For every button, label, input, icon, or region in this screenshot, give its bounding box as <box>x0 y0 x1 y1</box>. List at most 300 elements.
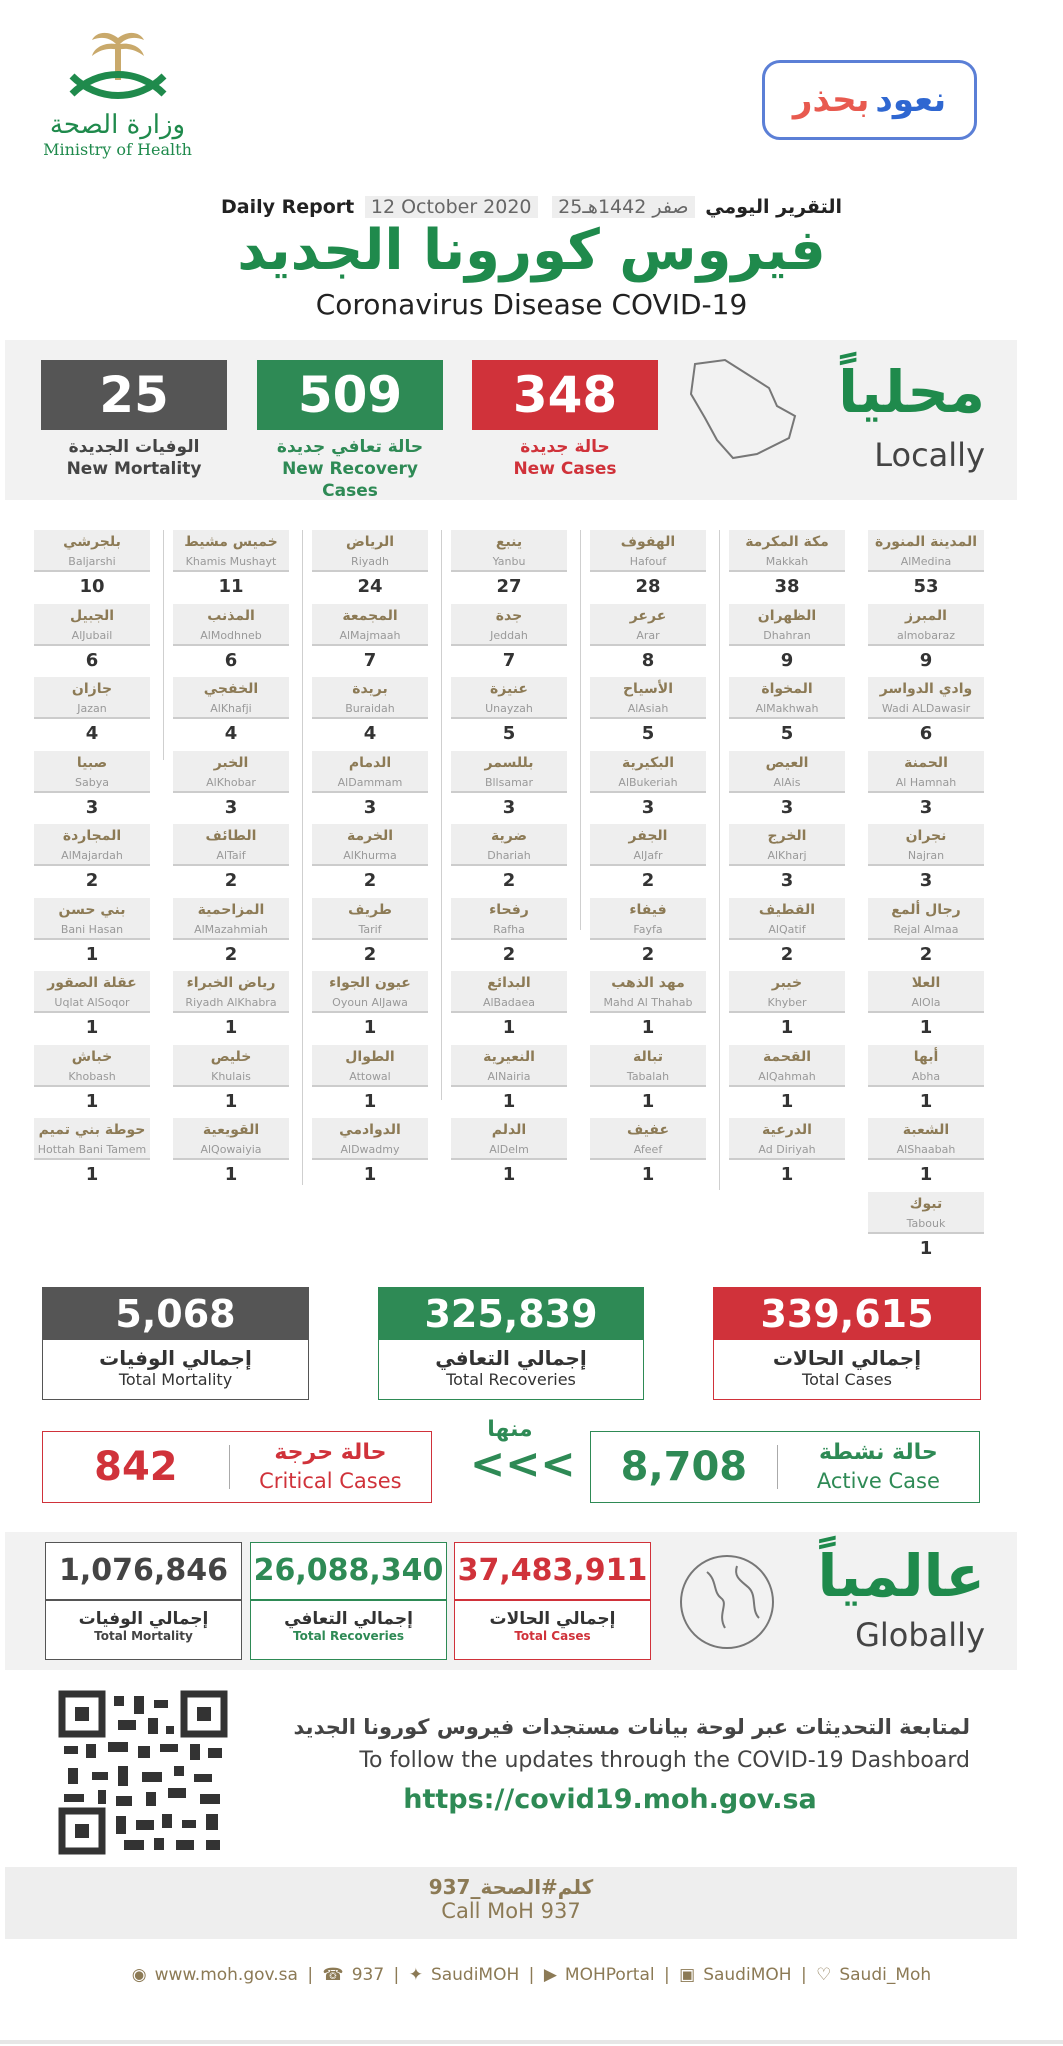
city-cell <box>312 971 428 1043</box>
column-divider <box>719 530 720 1190</box>
critical-cases-label-en: Critical Cases <box>259 1469 402 1493</box>
city-case-count: 24 <box>357 576 383 597</box>
city-cell <box>868 1192 984 1264</box>
city-name-ar: المزاحمية <box>173 898 289 922</box>
city-case-count: 27 <box>496 576 522 597</box>
city-name-ar: مكة المكرمة <box>729 530 845 554</box>
city-cell <box>312 751 428 823</box>
global-cases-value: 37,483,911 <box>457 1553 648 1588</box>
locally-title-en: Locally <box>874 436 985 474</box>
city-cell <box>173 1118 289 1190</box>
city-name-ar: الأسياح <box>590 677 706 701</box>
column-divider <box>580 530 581 930</box>
city-name-ar: حوطة بني تميم <box>34 1118 150 1142</box>
city-name-ar: المذنب <box>173 604 289 628</box>
city-case-count: 7 <box>363 649 377 671</box>
city-case-count: 1 <box>85 1164 99 1185</box>
active-case-value: 8,708 <box>620 1444 748 1490</box>
city-case-count: 4 <box>85 723 99 744</box>
city-case-count: 3 <box>85 796 99 818</box>
city-name-ar: بلجرشي <box>34 530 150 554</box>
total-mortality-label-en: Total Mortality <box>118 1370 233 1389</box>
city-case-count: 6 <box>919 723 933 744</box>
global-mortality-label-ar: إجمالي الوفيات <box>78 1609 209 1629</box>
city-cell <box>868 751 984 823</box>
globally-title-ar: عالمياً <box>817 1542 985 1610</box>
city-name-ar: عيون الجواء <box>312 971 428 995</box>
city-cell <box>34 824 150 896</box>
ministry-name-ar: وزارة الصحة <box>49 110 186 140</box>
critical-cases-label-ar: حالة حرجة <box>274 1440 387 1465</box>
total-cases-value: 339,615 <box>714 1288 980 1340</box>
city-case-count: 1 <box>85 1017 99 1038</box>
city-name-en: Abha <box>868 1069 984 1087</box>
city-name-en: AlQowaiyia <box>173 1142 289 1160</box>
city-case-count: 6 <box>224 649 238 671</box>
follow-text-ar: لمتابعة التحديثات عبر لوحة بيانات مستجدات فيروس كورونا الجديد <box>293 1715 970 1739</box>
new-recovery-label-en: New Recovery Cases <box>282 459 418 501</box>
city-name-en: Tarif <box>312 922 428 940</box>
active-case-card <box>590 1431 980 1503</box>
city-name-en: Uqlat AlSoqor <box>34 995 150 1013</box>
city-cell <box>312 530 428 602</box>
active-case-label-ar: حالة نشطة <box>818 1440 938 1465</box>
city-name-ar: الجفر <box>590 824 706 848</box>
active-case-label <box>778 1439 979 1495</box>
city-name-en: AlShaabah <box>868 1142 984 1160</box>
city-name-en: AlDelm <box>451 1142 567 1160</box>
city-name-en: AlKhobar <box>173 775 289 793</box>
instagram-icon: ▣ <box>679 1965 696 1985</box>
city-name-ar: خميس مشيط <box>173 530 289 554</box>
city-name-ar: العيص <box>729 751 845 775</box>
city-name-ar: الرياض <box>312 530 428 554</box>
phone-link[interactable]: 937 <box>351 1965 385 1985</box>
city-case-count: 1 <box>919 1090 933 1112</box>
city-case-count: 4 <box>363 723 377 744</box>
city-cell <box>173 604 289 676</box>
ministry-name-en: Ministry of Health <box>43 140 192 159</box>
city-case-count: 2 <box>85 870 99 891</box>
total-cases-label-ar: إجمالي الحالات <box>772 1346 922 1370</box>
city-name-en: AlMajardah <box>34 848 150 866</box>
city-name-en: AlAsiah <box>590 701 706 719</box>
critical-cases-value: 842 <box>94 1444 178 1490</box>
city-cell <box>729 898 845 970</box>
city-cell <box>868 971 984 1043</box>
city-cell <box>312 604 428 676</box>
city-case-count: 1 <box>780 1090 794 1112</box>
city-name-ar: المجاردة <box>34 824 150 848</box>
divider <box>251 1599 446 1601</box>
city-name-en: AlKhafji <box>173 701 289 719</box>
city-name-en: Oyoun AlJawa <box>312 995 428 1013</box>
city-cell <box>868 530 984 602</box>
city-cell <box>729 677 845 749</box>
city-name-ar: الطوال <box>312 1045 428 1069</box>
city-name-ar: بريدة <box>312 677 428 701</box>
city-name-en: Rafha <box>451 922 567 940</box>
city-cell <box>590 898 706 970</box>
city-name-ar: الشعبة <box>868 1118 984 1142</box>
city-cell <box>590 1045 706 1117</box>
city-name-ar: بللسمر <box>451 751 567 775</box>
city-name-ar: الدوادمي <box>312 1118 428 1142</box>
city-case-count: 1 <box>780 1017 794 1038</box>
global-recoveries-label-en: Total Recoveries <box>293 1629 404 1643</box>
of-which-connector <box>470 1417 576 1488</box>
city-name-en: Buraidah <box>312 701 428 719</box>
city-cell <box>173 824 289 896</box>
city-cell <box>590 677 706 749</box>
city-name-ar: القويعية <box>173 1118 289 1142</box>
city-name-en: Fayfa <box>590 922 706 940</box>
city-case-count: 2 <box>919 943 933 965</box>
youtube-link[interactable]: MOHPortal <box>564 1965 655 1985</box>
city-name-en: AlKharj <box>729 848 845 866</box>
city-name-en: Jeddah <box>451 628 567 646</box>
total-mortality-value: 5,068 <box>43 1288 308 1340</box>
city-cell <box>868 1118 984 1190</box>
follow-text-en: To follow the updates through the COVID-19 Dashboard <box>359 1748 970 1773</box>
city-name-ar: البدائع <box>451 971 567 995</box>
twitter-icon: ✦ <box>408 1965 423 1985</box>
city-name-en: AlQatif <box>729 922 845 940</box>
instagram-link[interactable]: SaudiMOH <box>703 1965 792 1985</box>
city-case-count: 1 <box>85 943 99 965</box>
city-case-count: 1 <box>919 1237 933 1259</box>
city-cell <box>173 898 289 970</box>
new-recovery-label-ar: حالة تعافي جديدة <box>276 437 424 457</box>
city-cell <box>729 824 845 896</box>
new-mortality-value: 25 <box>41 360 227 430</box>
city-cell <box>451 898 567 970</box>
city-case-count: 9 <box>919 649 933 671</box>
city-name-ar: الخرج <box>729 824 845 848</box>
column-divider <box>302 530 303 1185</box>
website-link[interactable]: www.moh.gov.sa <box>154 1965 298 1985</box>
city-cell <box>34 530 150 602</box>
city-cell <box>729 751 845 823</box>
city-cell <box>868 677 984 749</box>
slogan-word-2: بحذر <box>792 80 870 120</box>
city-case-count: 3 <box>363 796 377 818</box>
city-case-count: 2 <box>641 870 655 891</box>
new-recovery-value: 509 <box>257 360 443 430</box>
city-name-ar: المجمعة <box>312 604 428 628</box>
city-case-count: 1 <box>224 1017 238 1038</box>
new-cases-label-en: New Cases <box>513 459 617 479</box>
city-case-count: 9 <box>780 649 794 671</box>
city-name-ar: المخواة <box>729 677 845 701</box>
city-case-count: 1 <box>363 1090 377 1112</box>
city-case-count: 3 <box>919 870 933 891</box>
call-moh-band <box>5 1867 1017 1939</box>
global-cases-label-en: Total Cases <box>514 1629 591 1643</box>
city-name-ar: الخبر <box>173 751 289 775</box>
city-name-ar: الدلم <box>451 1118 567 1142</box>
city-name-ar: تبالة <box>590 1045 706 1069</box>
city-cell <box>451 1118 567 1190</box>
report-date: 12 October 2020 <box>365 196 538 218</box>
qr-code-icon <box>58 1690 228 1855</box>
city-cell <box>34 971 150 1043</box>
city-case-count: 6 <box>85 649 99 671</box>
city-name-en: Bllsamar <box>451 775 567 793</box>
divider <box>455 1599 650 1601</box>
city-name-en: AlMazahmiah <box>173 922 289 940</box>
city-cell <box>451 824 567 896</box>
city-cell <box>312 1045 428 1117</box>
city-name-en: Dhahran <box>729 628 845 646</box>
city-name-ar: عرعر <box>590 604 706 628</box>
column-divider <box>163 530 164 760</box>
city-name-ar: العلا <box>868 971 984 995</box>
city-cell <box>868 604 984 676</box>
snapchat-icon: ♡ <box>816 1965 832 1985</box>
global-mortality-card <box>45 1542 242 1660</box>
city-name-en: Rejal Almaa <box>868 922 984 940</box>
global-mortality-value: 1,076,846 <box>59 1553 228 1588</box>
global-recoveries-label-ar: إجمالي التعافي <box>284 1609 413 1629</box>
city-name-ar: رياض الخبراء <box>173 971 289 995</box>
city-case-count: 1 <box>502 1090 516 1112</box>
total-recoveries-card <box>378 1287 644 1400</box>
dashboard-link[interactable]: https://covid19.moh.gov.sa <box>403 1784 817 1815</box>
city-case-count: 1 <box>780 1164 794 1185</box>
city-case-count: 1 <box>363 1017 377 1038</box>
city-case-count: 4 <box>224 723 238 744</box>
city-name-en: Riyadh <box>312 554 428 572</box>
global-recoveries-value: 26,088,340 <box>253 1553 444 1588</box>
city-case-count: 2 <box>502 943 516 965</box>
city-cell <box>312 824 428 896</box>
city-name-en: Tabalah <box>590 1069 706 1087</box>
city-case-count: 2 <box>641 943 655 965</box>
city-case-count: 10 <box>79 576 105 597</box>
city-name-ar: خيبر <box>729 971 845 995</box>
city-name-en: Yanbu <box>451 554 567 572</box>
new-cases-value: 348 <box>472 360 658 430</box>
city-name-en: AlMakhwah <box>729 701 845 719</box>
city-name-ar: جازان <box>34 677 150 701</box>
city-case-count: 2 <box>224 870 238 891</box>
bottom-divider <box>0 2040 1063 2044</box>
city-cell <box>729 1045 845 1117</box>
city-name-ar: تبوك <box>868 1192 984 1216</box>
city-name-en: Arar <box>590 628 706 646</box>
city-name-ar: ضرية <box>451 824 567 848</box>
city-name-en: AlAis <box>729 775 845 793</box>
city-name-ar: بني حسن <box>34 898 150 922</box>
new-mortality-label-en: New Mortality <box>66 459 202 479</box>
city-case-count: 1 <box>224 1090 238 1112</box>
city-cell <box>173 751 289 823</box>
city-name-en: AlNairia <box>451 1069 567 1087</box>
total-recoveries-value: 325,839 <box>379 1288 643 1340</box>
city-cell <box>173 530 289 602</box>
city-name-ar: صبيا <box>34 751 150 775</box>
city-name-ar: رجال ألمع <box>868 898 984 922</box>
city-name-ar: عفيف <box>590 1118 706 1142</box>
city-cell <box>34 677 150 749</box>
city-case-count: 1 <box>363 1164 377 1185</box>
city-case-count: 2 <box>224 943 238 965</box>
city-case-count: 38 <box>774 576 800 597</box>
city-name-en: almobaraz <box>868 628 984 646</box>
city-name-en: Mahd Al Thahab <box>590 995 706 1013</box>
city-cell <box>729 530 845 602</box>
city-case-count: 1 <box>919 1164 933 1185</box>
city-case-count: 28 <box>635 576 661 597</box>
city-name-en: AlDwadmy <box>312 1142 428 1160</box>
city-name-en: AlDammam <box>312 775 428 793</box>
city-name-ar: الظهران <box>729 604 845 628</box>
city-name-ar: القحمة <box>729 1045 845 1069</box>
city-name-en: AlQahmah <box>729 1069 845 1087</box>
city-name-en: Ad Diriyah <box>729 1142 845 1160</box>
city-case-count: 2 <box>363 870 377 891</box>
city-name-en: AlOla <box>868 995 984 1013</box>
city-cell <box>312 1118 428 1190</box>
city-case-count: 8 <box>641 649 655 671</box>
city-case-count: 3 <box>919 796 933 818</box>
new-mortality-label-ar: الوفيات الجديدة <box>68 437 200 457</box>
city-cell <box>590 824 706 896</box>
city-case-count: 5 <box>780 723 794 744</box>
page-title-ar: فيروس كورونا الجديد <box>237 218 826 283</box>
city-name-ar: الخفجي <box>173 677 289 701</box>
city-name-ar: نجران <box>868 824 984 848</box>
city-cell <box>34 751 150 823</box>
globally-title-en: Globally <box>855 1616 985 1654</box>
total-mortality-card <box>42 1287 309 1400</box>
city-name-ar: ينبع <box>451 530 567 554</box>
city-name-ar: عقلة الصقور <box>34 971 150 995</box>
city-case-count: 1 <box>641 1164 655 1185</box>
city-name-en: AlBukeriah <box>590 775 706 793</box>
city-cell <box>34 1045 150 1117</box>
city-cell <box>312 898 428 970</box>
city-cell <box>590 1118 706 1190</box>
city-cell <box>590 971 706 1043</box>
twitter-link[interactable]: SaudiMOH <box>430 1965 520 1985</box>
city-case-count: 1 <box>641 1090 655 1112</box>
city-cell <box>173 1045 289 1117</box>
snapchat-link[interactable]: Saudi_Moh <box>839 1965 932 1985</box>
city-cell <box>451 530 567 602</box>
total-mortality-label-ar: إجمالي الوفيات <box>99 1346 252 1370</box>
call-label: Call MoH 937 <box>441 1899 581 1923</box>
city-name-ar: الهفوف <box>590 530 706 554</box>
city-case-count: 5 <box>502 723 516 744</box>
city-name-ar: مهد الذهب <box>590 971 706 995</box>
city-name-ar: النعيرية <box>451 1045 567 1069</box>
city-cell <box>729 604 845 676</box>
city-name-en: AlTaif <box>173 848 289 866</box>
city-name-en: Unayzah <box>451 701 567 719</box>
column-divider <box>441 530 442 1100</box>
city-name-ar: طريف <box>312 898 428 922</box>
city-cell <box>590 530 706 602</box>
city-name-en: Bani Hasan <box>34 922 150 940</box>
globe-icon: ◉ <box>131 1965 147 1985</box>
city-case-count: 3 <box>224 796 238 818</box>
arrows-icon: <<< <box>470 1439 576 1488</box>
city-name-en: Makkah <box>729 554 845 572</box>
city-case-count: 3 <box>502 796 516 818</box>
city-cell <box>34 898 150 970</box>
city-name-en: Hottah Bani Tamem <box>34 1142 150 1160</box>
city-cell <box>868 1045 984 1117</box>
city-cell <box>451 1045 567 1117</box>
city-case-count: 2 <box>502 870 516 891</box>
city-case-count: 11 <box>218 576 244 597</box>
city-cell <box>173 677 289 749</box>
city-name-en: Najran <box>868 848 984 866</box>
city-name-en: Khyber <box>729 995 845 1013</box>
city-cell <box>868 898 984 970</box>
city-name-ar: القطيف <box>729 898 845 922</box>
report-label-en: Daily Report <box>221 196 355 218</box>
phone-icon: ☎ <box>322 1965 344 1985</box>
city-name-ar: البكيرية <box>590 751 706 775</box>
city-cell <box>312 677 428 749</box>
city-name-en: Sabya <box>34 775 150 793</box>
city-case-count: 5 <box>641 723 655 744</box>
city-name-en: Tabouk <box>868 1216 984 1234</box>
global-cases-label-ar: إجمالي الحالات <box>489 1609 616 1629</box>
city-case-count: 1 <box>502 1164 516 1185</box>
city-case-count: 1 <box>502 1017 516 1038</box>
report-label-ar: التقرير اليومي <box>705 196 842 218</box>
city-name-en: AlMedina <box>868 554 984 572</box>
city-name-ar: أبها <box>868 1045 984 1069</box>
report-hijri-date: 25صفر 1442هـ <box>552 196 694 218</box>
city-name-en: AlKhurma <box>312 848 428 866</box>
city-name-ar: عنيزة <box>451 677 567 701</box>
city-name-ar: الدمام <box>312 751 428 775</box>
city-cell <box>173 971 289 1043</box>
city-name-en: AlBadaea <box>451 995 567 1013</box>
city-cell <box>451 677 567 749</box>
city-name-ar: الدرعية <box>729 1118 845 1142</box>
city-name-ar: رفحاء <box>451 898 567 922</box>
total-recoveries-label-ar: إجمالي التعافي <box>435 1346 587 1370</box>
critical-cases-card <box>42 1431 432 1503</box>
youtube-icon: ▶ <box>543 1965 557 1985</box>
global-recoveries-card <box>250 1542 447 1660</box>
city-case-count: 53 <box>913 576 939 597</box>
globe-icon <box>677 1552 777 1652</box>
city-name-en: Wadi ALDawasir <box>868 701 984 719</box>
city-name-en: Khobash <box>34 1069 150 1087</box>
locally-title-ar: محلياً <box>838 358 985 426</box>
city-case-count: 1 <box>224 1164 238 1185</box>
city-cell <box>590 604 706 676</box>
critical-cases-label <box>230 1439 431 1495</box>
city-name-en: Baljarshi <box>34 554 150 572</box>
city-cell <box>451 751 567 823</box>
city-case-count: 3 <box>641 796 655 818</box>
city-name-en: Attowal <box>312 1069 428 1087</box>
city-name-ar: الخرمة <box>312 824 428 848</box>
total-cases-card <box>713 1287 981 1400</box>
city-name-ar: خباش <box>34 1045 150 1069</box>
page-title-en: Coronavirus Disease COVID-19 <box>315 288 748 321</box>
city-name-ar: خليص <box>173 1045 289 1069</box>
city-case-count: 1 <box>85 1090 99 1112</box>
